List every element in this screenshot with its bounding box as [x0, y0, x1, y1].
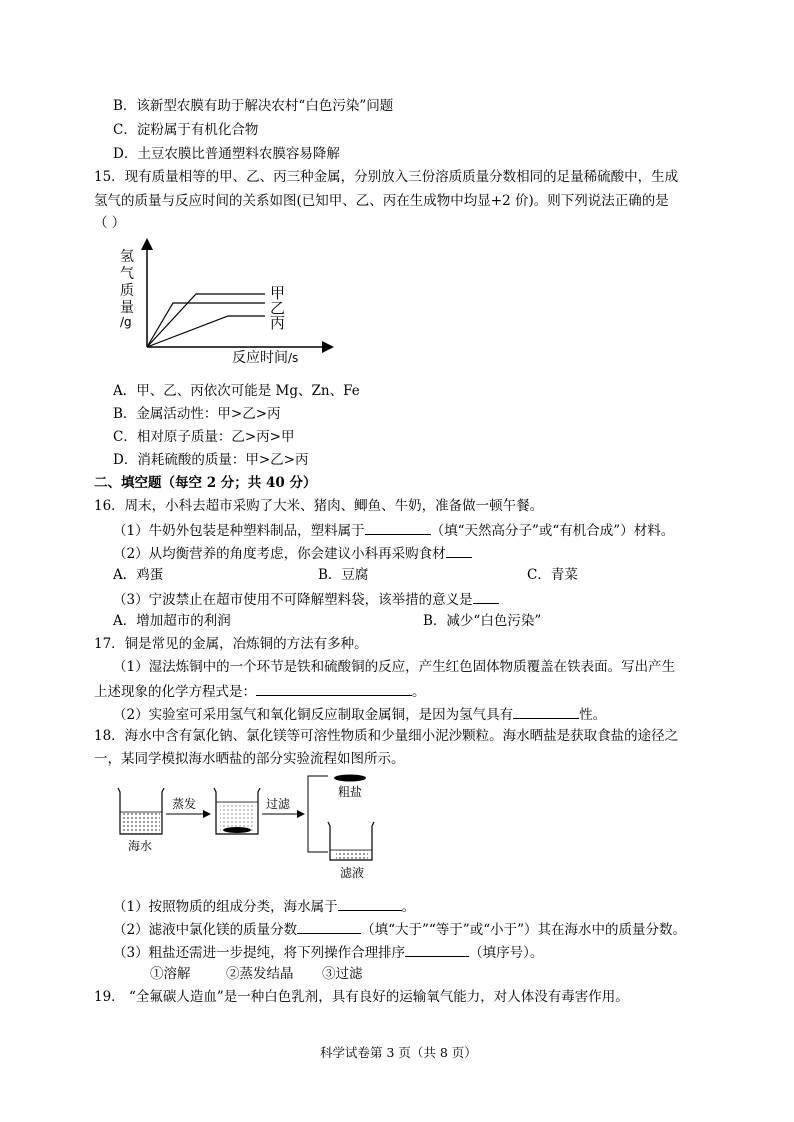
q15-graph-yunit: /g — [120, 315, 132, 329]
q15-answer-paren: （ ） — [94, 215, 126, 231]
q18-op-1: ①溶解 — [150, 966, 191, 982]
label-filter: 过滤 — [266, 797, 291, 811]
q18-stem-line2: 一，某同学模拟海水晒盐的部分实验流程如图所示。 — [94, 751, 405, 767]
q17-stem: 17．铜是常见的金属，冶炼铜的方法有多种。 — [94, 636, 368, 652]
q18-part2: （2）滤液中氯化镁的质量分数 （填“大于”“等于”或“小于”）其在海水中的质量分数。 — [113, 919, 686, 939]
q15-stem-line1: 15．现有质量相等的甲、乙、丙三种金属，分别放入三份溶质质量分数相同的足量稀硫酸中，生成 — [94, 169, 679, 185]
q14-option-c: C．淀粉属于有机化合物 — [113, 122, 259, 138]
q15-graph-xlabel: 反应时间 — [232, 350, 288, 366]
filtrate-beaker — [328, 822, 374, 860]
q15-option-c: C．相对原子质量：乙>丙>甲 — [113, 429, 295, 445]
q17-part2-blank[interactable] — [513, 704, 579, 719]
q15-option-b: B．金属活动性：甲>乙>丙 — [113, 406, 281, 422]
q18-part3-blank[interactable] — [405, 942, 469, 957]
q15-graph-label-bing: 丙 — [270, 314, 286, 332]
q15-option-a: A．甲、乙、丙依次可能是 Mg、Zn、Fe — [113, 383, 360, 399]
q16-stem: 16．周末，小科去超市采购了大米、猪肉、鲫鱼、牛奶，准备做一顿午餐。 — [94, 498, 544, 514]
q16-part3-blank[interactable] — [473, 589, 499, 604]
q18-stem-line1: 18．海水中含有氯化钠、氯化镁等可溶性物质和少量细小泥沙颗粒。海水晒盐是获取食盐的途径之 — [94, 728, 679, 744]
q18-op-3: ③过滤 — [322, 966, 363, 982]
q16-part2-blank[interactable] — [446, 543, 472, 558]
label-crude-salt: 粗盐 — [338, 785, 363, 799]
q15-graph-label-yi: 乙 — [270, 299, 286, 317]
evaporated-beaker — [214, 788, 260, 834]
q18-flow-diagram — [110, 772, 390, 884]
q15-graph-ylabel-3: 质 — [120, 283, 134, 299]
q16-part1: （1）牛奶外包装是种塑料制品，塑料属于 （填“天然高分子”或“有机合成”）材料。 — [113, 520, 674, 540]
q15-line-bing — [147, 316, 265, 347]
q15-graph-label-jia: 甲 — [270, 284, 286, 302]
q16-part3: （3）宁波禁止在超市使用不可降解塑料袋，该举措的意义是 — [113, 589, 499, 609]
q14-option-b: B．该新型农膜有助于解决农村“白色污染”问题 — [113, 98, 394, 114]
label-evaporate: 蒸发 — [172, 797, 197, 811]
q17-part2: （2）实验室可采用氢气和氧化铜反应制取金属铜，是因为氢气具有 性。 — [113, 704, 606, 724]
q16-part3-option-b: B．减少“白色污染” — [423, 613, 542, 629]
q19-stem: 19． “全氟碳人造血”是一种白色乳剂，具有良好的运输氧气能力，对人体没有毒害作用。 — [94, 989, 629, 1005]
q15-graph-ylabel-1: 氢 — [120, 249, 134, 265]
q18-part1-blank[interactable] — [338, 896, 402, 911]
section2-title: 二、填空题（每空 2 分；共 40 分） — [94, 475, 317, 491]
q15-graph — [100, 236, 340, 366]
seawater-beaker — [118, 788, 164, 834]
q14-option-d: D．土豆农膜比普通塑料农膜容易降解 — [113, 146, 340, 162]
q18-part2-blank[interactable] — [297, 919, 361, 934]
q16-part2-option-a: A．鸡蛋 — [113, 567, 164, 583]
q18-op-2: ②蒸发结晶 — [226, 966, 294, 982]
label-seawater: 海水 — [128, 839, 153, 853]
crude-salt-pile — [334, 775, 366, 782]
q15-line-jia — [147, 294, 265, 347]
label-filtrate: 滤液 — [340, 866, 365, 880]
q15-stem-line2: 氢气的质量与反应时间的关系如图(已知甲、乙、丙在生成物中均显+2 价)。则下列说法正确的是 — [94, 193, 669, 209]
q16-part2-option-b: B．豆腐 — [318, 567, 369, 583]
page-footer: 科学试卷第 3 页（共 8 页） — [320, 1045, 477, 1060]
q16-part1-blank[interactable] — [365, 520, 431, 535]
q16-part2: （2）从均衡营养的角度考虑，你会建议小科再采购食材 — [113, 543, 472, 563]
q18-part3: （3）粗盐还需进一步提纯，将下列操作合理排序 （填序号）。 — [113, 942, 543, 962]
q15-graph-ylabel-4: 量 — [120, 300, 134, 316]
q15-graph-xunit: /s — [288, 351, 299, 365]
q16-part2-option-c: C．青菜 — [527, 567, 578, 583]
q18-part1: （1）按照物质的组成分类，海水属于 。 — [113, 896, 415, 916]
q15-graph-ylabel-2: 气 — [120, 266, 134, 282]
q17-part1-blank[interactable] — [256, 681, 412, 696]
q15-option-d: D．消耗硫酸的质量：甲>乙>丙 — [113, 452, 309, 468]
q17-part1-line1: （1）湿法炼铜中的一个环节是铁和硫酸铜的反应，产生红色固体物质覆盖在铁表面。写出产生 — [113, 659, 676, 675]
q16-part3-option-a: A．增加超市的利润 — [113, 613, 231, 629]
q17-part1-line2: 上述现象的化学方程式是： 。 — [94, 681, 426, 701]
